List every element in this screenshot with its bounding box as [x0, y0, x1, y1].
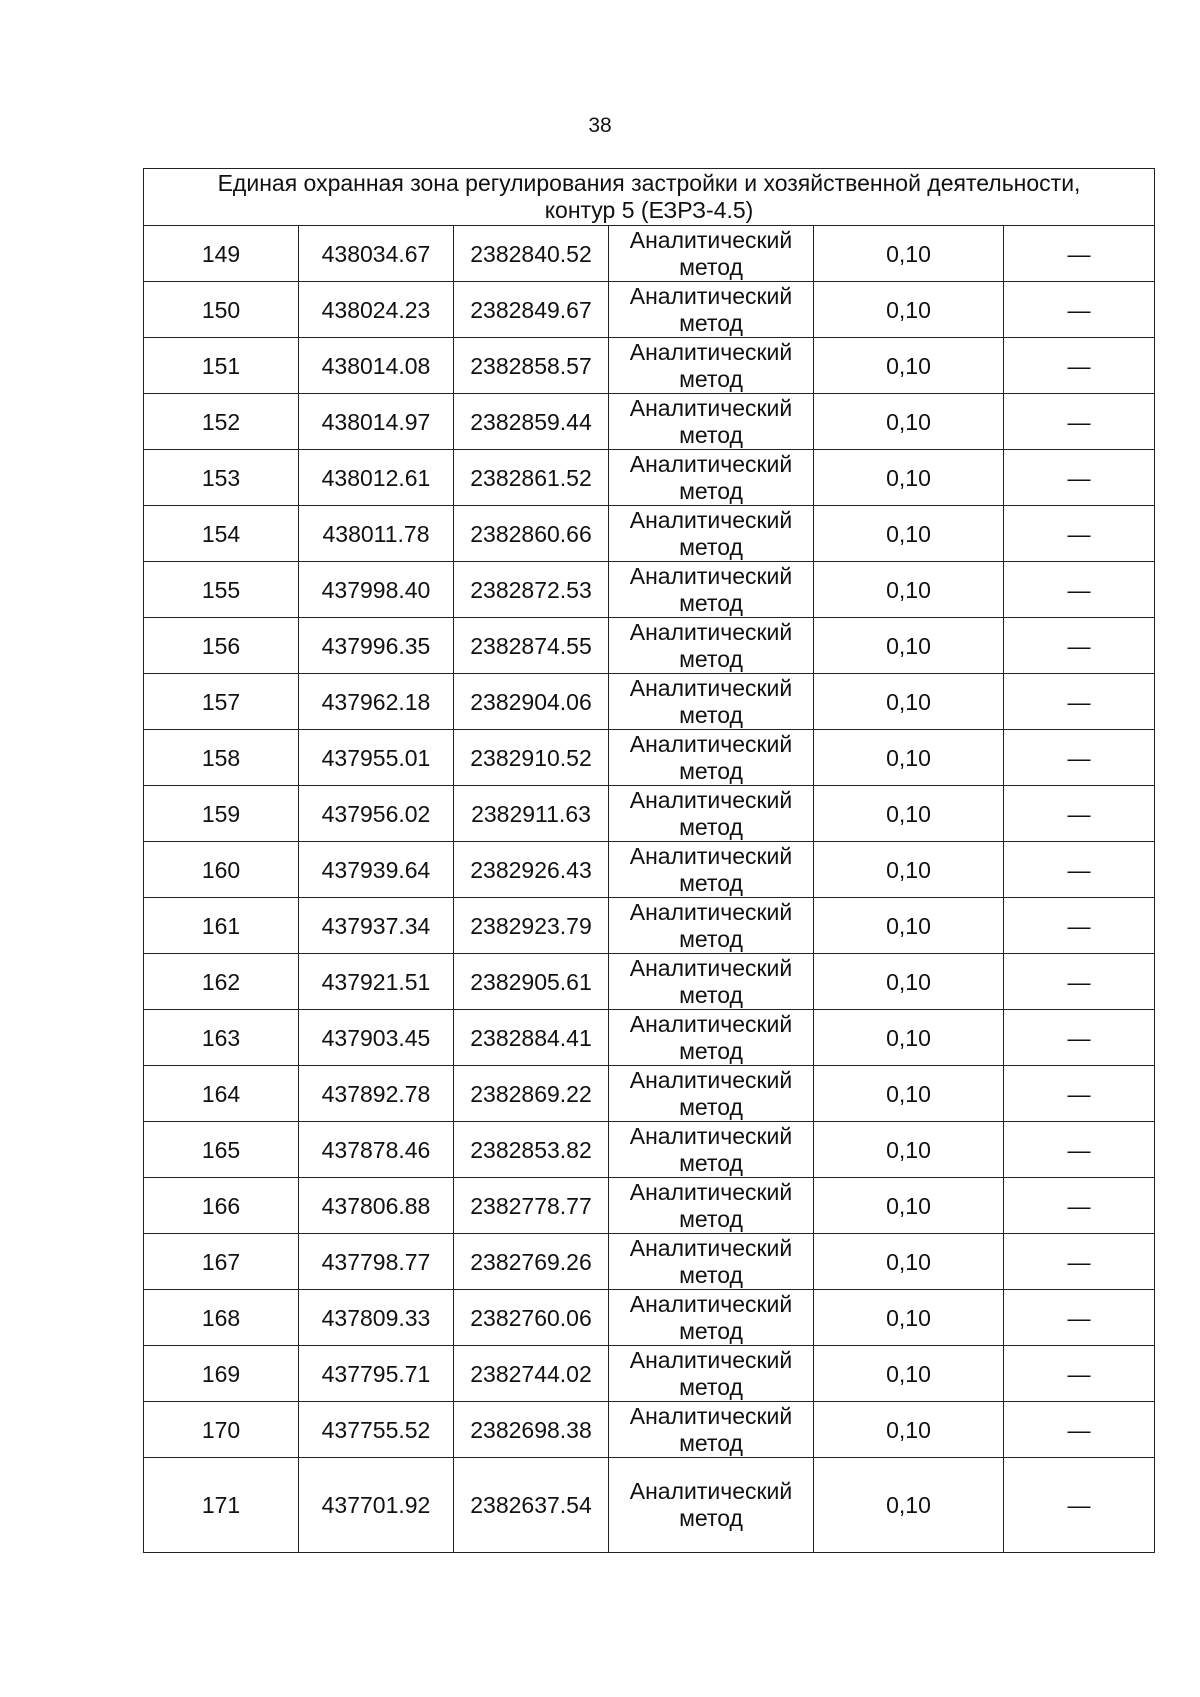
method-cell	[609, 674, 814, 730]
accuracy-cell: 0,10	[814, 1010, 1004, 1066]
accuracy-cell: 0,10	[814, 450, 1004, 506]
x-coordinate-cell: 437939.64	[299, 842, 454, 898]
method-cell	[609, 618, 814, 674]
method-label-line1: Аналитический	[629, 1122, 793, 1149]
x-coordinate-cell: 437892.78	[299, 1066, 454, 1122]
y-coordinate-cell: 2382849.67	[454, 282, 609, 338]
accuracy-cell: 0,10	[814, 898, 1004, 954]
point-number-cell: 166	[144, 1178, 299, 1234]
note-cell: —	[1004, 282, 1155, 338]
accuracy-cell: 0,10	[814, 506, 1004, 562]
coordinates-table	[143, 168, 1155, 1553]
method-cell	[609, 338, 814, 394]
table-row	[144, 1178, 1155, 1234]
y-coordinate-cell: 2382884.41	[454, 1010, 609, 1066]
note-cell: —	[1004, 226, 1155, 282]
accuracy-cell: 0,10	[814, 1122, 1004, 1178]
point-number-cell: 164	[144, 1066, 299, 1122]
y-coordinate-cell: 2382778.77	[454, 1178, 609, 1234]
table-row	[144, 1290, 1155, 1346]
method-label-line2: метод	[679, 309, 743, 336]
method-label-line1: Аналитический	[629, 338, 793, 365]
method-label-line1: Аналитический	[629, 1346, 793, 1373]
method-label-line2: метод	[679, 869, 743, 896]
x-coordinate-cell: 437921.51	[299, 954, 454, 1010]
method-cell	[609, 1234, 814, 1290]
table-row	[144, 1402, 1155, 1458]
method-label-line1: Аналитический	[629, 1290, 793, 1317]
method-cell	[609, 842, 814, 898]
method-label-line1: Аналитический	[629, 226, 793, 253]
method-label-line2: метод	[679, 1505, 743, 1531]
accuracy-cell: 0,10	[814, 1402, 1004, 1458]
accuracy-cell: 0,10	[814, 674, 1004, 730]
method-label-line2: метод	[679, 925, 743, 952]
method-cell	[609, 1346, 814, 1402]
table-row	[144, 506, 1155, 562]
method-label-line1: Аналитический	[629, 1178, 793, 1205]
note-cell: —	[1004, 1178, 1155, 1234]
y-coordinate-cell: 2382926.43	[454, 842, 609, 898]
table-body	[144, 169, 1155, 1553]
method-cell	[609, 394, 814, 450]
note-cell: —	[1004, 1234, 1155, 1290]
method-cell	[609, 954, 814, 1010]
y-coordinate-cell: 2382853.82	[454, 1122, 609, 1178]
accuracy-cell: 0,10	[814, 618, 1004, 674]
note-cell: —	[1004, 1010, 1155, 1066]
method-cell	[609, 506, 814, 562]
note-cell: —	[1004, 338, 1155, 394]
note-cell: —	[1004, 842, 1155, 898]
y-coordinate-cell: 2382911.63	[454, 786, 609, 842]
accuracy-cell: 0,10	[814, 954, 1004, 1010]
table-row	[144, 898, 1155, 954]
table-row	[144, 450, 1155, 506]
section-title-cell	[144, 169, 1155, 226]
table-row	[144, 1234, 1155, 1290]
method-label-line2: метод	[679, 645, 743, 672]
method-cell	[609, 786, 814, 842]
method-cell	[609, 562, 814, 618]
table-row	[144, 618, 1155, 674]
method-label-line1: Аналитический	[629, 786, 793, 813]
method-label-line1: Аналитический	[629, 842, 793, 869]
method-label-line2: метод	[679, 589, 743, 616]
point-number-cell: 163	[144, 1010, 299, 1066]
accuracy-cell: 0,10	[814, 282, 1004, 338]
method-label-line2: метод	[679, 365, 743, 392]
x-coordinate-cell: 437998.40	[299, 562, 454, 618]
note-cell: —	[1004, 786, 1155, 842]
accuracy-cell: 0,10	[814, 562, 1004, 618]
y-coordinate-cell: 2382637.54	[454, 1458, 609, 1553]
method-cell	[609, 1458, 814, 1553]
y-coordinate-cell: 2382869.22	[454, 1066, 609, 1122]
table-row	[144, 1066, 1155, 1122]
method-label-line2: метод	[679, 1149, 743, 1176]
table-row	[144, 226, 1155, 282]
note-cell: —	[1004, 618, 1155, 674]
table-row	[144, 282, 1155, 338]
point-number-cell: 161	[144, 898, 299, 954]
table-row	[144, 674, 1155, 730]
accuracy-cell: 0,10	[814, 1346, 1004, 1402]
y-coordinate-cell: 2382859.44	[454, 394, 609, 450]
point-number-cell: 170	[144, 1402, 299, 1458]
method-cell	[609, 282, 814, 338]
note-cell: —	[1004, 450, 1155, 506]
note-cell: —	[1004, 506, 1155, 562]
method-label-line1: Аналитический	[629, 394, 793, 421]
point-number-cell: 151	[144, 338, 299, 394]
method-label-line2: метод	[679, 1429, 743, 1456]
y-coordinate-cell: 2382872.53	[454, 562, 609, 618]
x-coordinate-cell: 438011.78	[299, 506, 454, 562]
x-coordinate-cell: 438012.61	[299, 450, 454, 506]
point-number-cell: 171	[144, 1458, 299, 1553]
method-label-line2: метод	[679, 1205, 743, 1232]
y-coordinate-cell: 2382858.57	[454, 338, 609, 394]
section-title-line2: контур 5 (ЕЗРЗ-4.5)	[544, 197, 754, 223]
point-number-cell: 150	[144, 282, 299, 338]
method-cell	[609, 1290, 814, 1346]
x-coordinate-cell: 437809.33	[299, 1290, 454, 1346]
section-header-row	[144, 169, 1155, 226]
x-coordinate-cell: 437795.71	[299, 1346, 454, 1402]
method-label-line1: Аналитический	[629, 954, 793, 981]
point-number-cell: 159	[144, 786, 299, 842]
note-cell: —	[1004, 1122, 1155, 1178]
point-number-cell: 156	[144, 618, 299, 674]
point-number-cell: 149	[144, 226, 299, 282]
note-cell: —	[1004, 394, 1155, 450]
point-number-cell: 153	[144, 450, 299, 506]
method-label-line1: Аналитический	[629, 1010, 793, 1037]
table-row	[144, 1122, 1155, 1178]
table-row	[144, 730, 1155, 786]
method-label-line1: Аналитический	[629, 1402, 793, 1429]
x-coordinate-cell: 437798.77	[299, 1234, 454, 1290]
method-label-line1: Аналитический	[629, 506, 793, 533]
method-label-line2: метод	[679, 1373, 743, 1400]
point-number-cell: 162	[144, 954, 299, 1010]
accuracy-cell: 0,10	[814, 1290, 1004, 1346]
method-cell	[609, 450, 814, 506]
accuracy-cell: 0,10	[814, 1458, 1004, 1553]
x-coordinate-cell: 437806.88	[299, 1178, 454, 1234]
y-coordinate-cell: 2382905.61	[454, 954, 609, 1010]
x-coordinate-cell: 437701.92	[299, 1458, 454, 1553]
y-coordinate-cell: 2382904.06	[454, 674, 609, 730]
y-coordinate-cell: 2382860.66	[454, 506, 609, 562]
point-number-cell: 165	[144, 1122, 299, 1178]
note-cell: —	[1004, 898, 1155, 954]
table-row	[144, 1346, 1155, 1402]
table-row	[144, 338, 1155, 394]
x-coordinate-cell: 437955.01	[299, 730, 454, 786]
method-label-line2: метод	[679, 1261, 743, 1288]
method-cell	[609, 1010, 814, 1066]
note-cell: —	[1004, 1346, 1155, 1402]
method-label-line2: метод	[679, 701, 743, 728]
accuracy-cell: 0,10	[814, 1178, 1004, 1234]
method-cell	[609, 1402, 814, 1458]
accuracy-cell: 0,10	[814, 786, 1004, 842]
y-coordinate-cell: 2382698.38	[454, 1402, 609, 1458]
point-number-cell: 158	[144, 730, 299, 786]
method-cell	[609, 1178, 814, 1234]
y-coordinate-cell: 2382744.02	[454, 1346, 609, 1402]
note-cell: —	[1004, 1458, 1155, 1553]
x-coordinate-cell: 438014.08	[299, 338, 454, 394]
method-label-line2: метод	[679, 813, 743, 840]
table-row	[144, 842, 1155, 898]
y-coordinate-cell: 2382874.55	[454, 618, 609, 674]
note-cell: —	[1004, 954, 1155, 1010]
point-number-cell: 167	[144, 1234, 299, 1290]
page-number: 38	[588, 114, 612, 137]
table-row	[144, 786, 1155, 842]
method-cell	[609, 1122, 814, 1178]
section-title-line1: Единая охранная зона регулирования застройки и хозяйственной деятельности,	[217, 170, 1081, 196]
accuracy-cell: 0,10	[814, 730, 1004, 786]
x-coordinate-cell: 437962.18	[299, 674, 454, 730]
point-number-cell: 155	[144, 562, 299, 618]
x-coordinate-cell: 438014.97	[299, 394, 454, 450]
method-label-line1: Аналитический	[629, 898, 793, 925]
method-label-line2: метод	[679, 1093, 743, 1120]
x-coordinate-cell: 437956.02	[299, 786, 454, 842]
method-label-line2: метод	[679, 757, 743, 784]
note-cell: —	[1004, 674, 1155, 730]
table-row	[144, 1010, 1155, 1066]
point-number-cell: 160	[144, 842, 299, 898]
method-label-line1: Аналитический	[629, 562, 793, 589]
method-label-line1: Аналитический	[629, 1478, 793, 1504]
note-cell: —	[1004, 1066, 1155, 1122]
method-cell	[609, 226, 814, 282]
accuracy-cell: 0,10	[814, 338, 1004, 394]
x-coordinate-cell: 437878.46	[299, 1122, 454, 1178]
note-cell: —	[1004, 1290, 1155, 1346]
y-coordinate-cell: 2382923.79	[454, 898, 609, 954]
method-cell	[609, 730, 814, 786]
note-cell: —	[1004, 730, 1155, 786]
point-number-cell: 168	[144, 1290, 299, 1346]
note-cell: —	[1004, 1402, 1155, 1458]
x-coordinate-cell: 438024.23	[299, 282, 454, 338]
method-label-line2: метод	[679, 253, 743, 280]
point-number-cell: 154	[144, 506, 299, 562]
table-row	[144, 954, 1155, 1010]
y-coordinate-cell: 2382760.06	[454, 1290, 609, 1346]
method-label-line1: Аналитический	[629, 730, 793, 757]
method-cell	[609, 1066, 814, 1122]
x-coordinate-cell: 437937.34	[299, 898, 454, 954]
x-coordinate-cell: 437755.52	[299, 1402, 454, 1458]
method-label-line1: Аналитический	[629, 282, 793, 309]
method-label-line1: Аналитический	[629, 618, 793, 645]
method-label-line2: метод	[679, 421, 743, 448]
x-coordinate-cell: 438034.67	[299, 226, 454, 282]
method-label-line2: метод	[679, 1317, 743, 1344]
accuracy-cell: 0,10	[814, 226, 1004, 282]
accuracy-cell: 0,10	[814, 1234, 1004, 1290]
accuracy-cell: 0,10	[814, 1066, 1004, 1122]
y-coordinate-cell: 2382910.52	[454, 730, 609, 786]
x-coordinate-cell: 437903.45	[299, 1010, 454, 1066]
table-row	[144, 1458, 1155, 1553]
y-coordinate-cell: 2382769.26	[454, 1234, 609, 1290]
table-row	[144, 562, 1155, 618]
method-cell	[609, 898, 814, 954]
method-label-line2: метод	[679, 981, 743, 1008]
point-number-cell: 152	[144, 394, 299, 450]
x-coordinate-cell: 437996.35	[299, 618, 454, 674]
y-coordinate-cell: 2382840.52	[454, 226, 609, 282]
method-label-line2: метод	[679, 477, 743, 504]
accuracy-cell: 0,10	[814, 394, 1004, 450]
point-number-cell: 169	[144, 1346, 299, 1402]
note-cell: —	[1004, 562, 1155, 618]
point-number-cell: 157	[144, 674, 299, 730]
table-row	[144, 394, 1155, 450]
method-label-line2: метод	[679, 533, 743, 560]
method-label-line1: Аналитический	[629, 674, 793, 701]
method-label-line1: Аналитический	[629, 1066, 793, 1093]
method-label-line1: Аналитический	[629, 1234, 793, 1261]
accuracy-cell: 0,10	[814, 842, 1004, 898]
method-label-line1: Аналитический	[629, 450, 793, 477]
y-coordinate-cell: 2382861.52	[454, 450, 609, 506]
method-label-line2: метод	[679, 1037, 743, 1064]
